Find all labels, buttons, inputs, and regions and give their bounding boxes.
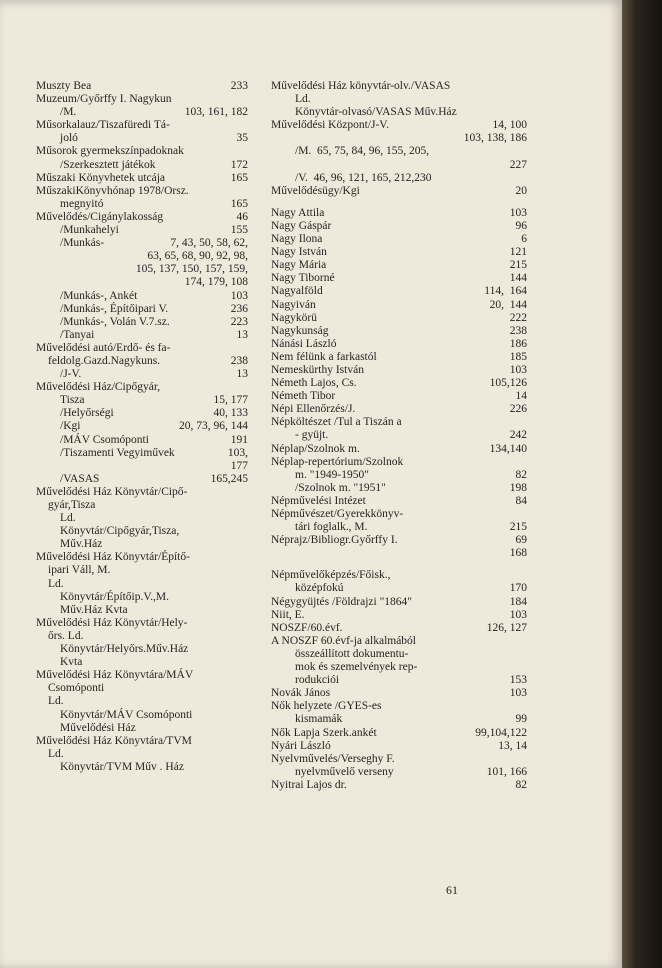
entry-term: NOSZF/60.évf. xyxy=(271,621,343,634)
index-entry xyxy=(36,368,248,381)
index-entry xyxy=(36,447,248,460)
index-entry xyxy=(271,521,527,534)
index-entry xyxy=(271,779,527,792)
entry-page-refs: 238 xyxy=(230,354,248,367)
entry-term: Novák János xyxy=(271,687,331,700)
index-entry xyxy=(36,172,248,185)
index-entry xyxy=(271,132,527,145)
entry-term: Ld. xyxy=(48,747,64,760)
index-entry xyxy=(271,285,527,298)
entry-page-refs: 185 xyxy=(509,350,527,363)
entry-page-refs: 20 xyxy=(515,184,527,197)
entry-page-refs: 227 xyxy=(509,158,527,171)
index-entry xyxy=(271,700,527,713)
index-entry xyxy=(271,495,527,508)
entry-term: Muzeum/Győrffy I. Nagykun xyxy=(36,93,172,106)
entry-page-refs: 191 xyxy=(230,433,248,446)
entry-page-refs: 170 xyxy=(509,582,527,595)
index-entry xyxy=(271,582,527,595)
entry-page-refs: 153 xyxy=(509,674,527,687)
entry-term: rodukciói xyxy=(295,674,340,687)
entry-page-refs: 96 xyxy=(515,219,527,232)
entry-term: MűszakiKönyvhónap 1978/Orsz. xyxy=(36,184,189,197)
index-entry xyxy=(36,211,248,224)
index-entry xyxy=(36,250,248,263)
entry-page-refs: 177 xyxy=(230,459,248,472)
index-entry xyxy=(271,622,527,635)
entry-term: Nők Lapja Szerk.ankét xyxy=(271,726,377,739)
entry-term: Művelődési Ház Könyvtára/TVM xyxy=(36,734,192,747)
entry-page-refs: 114, 164 xyxy=(484,285,527,298)
entry-term: Németh Lajos, Cs. xyxy=(271,377,357,390)
index-entry xyxy=(36,132,248,145)
entry-term: Németh Tibor xyxy=(271,390,336,403)
index-entry xyxy=(271,220,527,233)
index-entry xyxy=(36,564,248,577)
index-entry xyxy=(36,709,248,722)
index-entry xyxy=(271,207,527,220)
index-entry xyxy=(271,259,527,272)
entry-term: Művelődési Ház Könyvtár/Hely- xyxy=(36,616,188,629)
index-entry xyxy=(271,727,527,740)
index-entry xyxy=(36,499,248,512)
entry-term: Nagy Mária xyxy=(271,259,327,272)
entry-page-refs: 103 xyxy=(230,289,248,302)
index-entry xyxy=(271,325,527,338)
entry-gap xyxy=(271,560,527,569)
book-spine-shadow xyxy=(622,0,662,968)
index-entry xyxy=(271,312,527,325)
entry-term: Tisza xyxy=(60,394,85,407)
entry-page-refs: 238 xyxy=(509,324,527,337)
index-entry xyxy=(36,656,248,669)
index-entry xyxy=(271,246,527,259)
entry-page-refs: 13, 14 xyxy=(498,739,527,752)
entry-term: Művelődési autó/Erdő- és fa- xyxy=(36,341,171,354)
index-entry xyxy=(271,648,527,661)
entry-page-refs: 35 xyxy=(236,132,248,145)
index-entry xyxy=(36,381,248,394)
entry-term: m. "1949-1950" xyxy=(295,468,369,481)
entry-page-refs: 126, 127 xyxy=(486,621,527,634)
index-entry xyxy=(36,630,248,643)
entry-term: /Munkás-, Ankét xyxy=(60,289,138,302)
entry-page-refs: 103 xyxy=(509,363,527,376)
entry-page-refs: 186 xyxy=(509,337,527,350)
entry-page-refs: 6 xyxy=(521,233,527,246)
entry-page-refs: 14 xyxy=(515,390,527,403)
entry-term: Nyári László xyxy=(271,739,331,752)
entry-term: Műsorok gyermekszínpadoknak xyxy=(36,145,184,158)
entry-term: Ld. xyxy=(60,512,76,525)
entry-term: Műv.Ház Kvta xyxy=(60,603,128,616)
index-entry xyxy=(36,538,248,551)
entry-term: Nagy Gáspár xyxy=(271,219,332,232)
entry-page-refs: 20, 73, 96, 144 xyxy=(179,420,248,433)
entry-page-refs: 198 xyxy=(509,481,527,494)
entry-term: tári foglalk., M. xyxy=(295,521,368,534)
index-entry xyxy=(271,609,527,622)
entry-term: /Tiszamenti Vegyiművek xyxy=(60,446,175,459)
entry-term: Ld. xyxy=(295,93,311,106)
index-entry xyxy=(271,119,527,132)
index-entry xyxy=(36,420,248,433)
entry-page-refs: 103 xyxy=(509,206,527,219)
entry-page-refs: 121 xyxy=(509,246,527,259)
index-entry xyxy=(271,456,527,469)
entry-term: Művelődési Ház könyvtár-olv./VASAS xyxy=(271,80,451,92)
entry-page-refs: 15, 177 xyxy=(213,394,248,407)
index-entry xyxy=(36,682,248,695)
entry-page-refs: 7, 43, 50, 58, 62, xyxy=(170,237,248,250)
index-entry xyxy=(36,342,248,355)
index-entry xyxy=(271,299,527,312)
index-entry xyxy=(36,748,248,761)
entry-term: Néplap/Szolnok m. xyxy=(271,442,360,455)
entry-page-refs: 14, 100 xyxy=(492,119,527,132)
index-entry xyxy=(36,669,248,682)
index-entry xyxy=(271,416,527,429)
index-entry xyxy=(271,482,527,495)
entry-term: /Kgi xyxy=(60,420,81,433)
index-entry xyxy=(36,93,248,106)
index-entry xyxy=(271,674,527,687)
page-number: 61 xyxy=(446,883,458,897)
index-entry xyxy=(36,224,248,237)
index-entry xyxy=(271,635,527,648)
entry-term: Könyvtár/Cipőgyár,Tisza, xyxy=(60,525,180,538)
index-entry xyxy=(271,687,527,700)
entry-term: Műsorkalauz/Tiszafüredi Tá- xyxy=(36,119,170,132)
entry-page-refs: 82 xyxy=(515,778,527,791)
index-entry xyxy=(271,145,527,158)
entry-term: Művelődés/Cigánylakosság xyxy=(36,210,164,223)
entry-page-refs: 134,140 xyxy=(489,442,527,455)
entry-page-refs: 174, 179, 108 xyxy=(184,276,248,289)
entry-page-refs: 144 xyxy=(509,272,527,285)
index-entry xyxy=(271,377,527,390)
entry-page-refs: 168 xyxy=(509,547,527,560)
entry-term: Ld. xyxy=(48,577,64,590)
entry-term: Ld. xyxy=(48,695,64,708)
index-entry xyxy=(271,534,527,547)
index-entry xyxy=(36,551,248,564)
index-entry xyxy=(36,80,248,93)
index-entry xyxy=(36,761,248,774)
index-entry xyxy=(36,591,248,604)
entry-page-refs: 103 xyxy=(509,687,527,700)
index-entry xyxy=(271,508,527,521)
index-entry xyxy=(271,429,527,442)
index-entry xyxy=(271,469,527,482)
index-entry xyxy=(36,145,248,158)
index-entry xyxy=(36,198,248,211)
entry-term: gyár,Tisza xyxy=(48,499,96,511)
entry-term: Csomóponti xyxy=(48,682,105,695)
entry-term: Nagy Ilona xyxy=(271,233,323,246)
entry-term: Népművelési Intézet xyxy=(271,494,366,507)
entry-term: Művelődésügy/Kgi xyxy=(271,184,360,197)
entry-term: /Tanyai xyxy=(60,328,95,341)
index-entry xyxy=(271,93,527,106)
entry-page-refs: 226 xyxy=(509,403,527,416)
entry-term: Nyelvművelés/Verseghy F. xyxy=(271,752,395,765)
entry-term: Műv.Ház xyxy=(60,538,103,551)
entry-term: Népi Ellenőrzés/J. xyxy=(271,403,356,416)
entry-term: /Munkahelyi xyxy=(60,224,119,237)
index-entry xyxy=(36,276,248,289)
entry-page-refs: 222 xyxy=(509,311,527,324)
entry-term: /Munkás- xyxy=(60,237,105,250)
entry-term: őrs. Ld. xyxy=(48,629,84,642)
entry-page-refs: 215 xyxy=(509,259,527,272)
index-entry xyxy=(271,661,527,674)
entry-term: Négygyüjtés /Földrajzi "1864" xyxy=(271,595,412,608)
entry-page-refs: 101, 166 xyxy=(486,765,527,778)
entry-term: Könyvtár/Építőip.V.,M. xyxy=(60,590,170,603)
entry-term: középfokú xyxy=(295,582,344,595)
index-entry xyxy=(36,316,248,329)
entry-page-refs: 40, 133 xyxy=(213,407,248,420)
index-column-left xyxy=(36,80,248,774)
entry-term: Néplap-repertórium/Szolnok xyxy=(271,455,404,468)
index-entry xyxy=(271,443,527,456)
entry-page-refs: 103, 138, 186 xyxy=(463,132,527,145)
entry-term: Nagy Attila xyxy=(271,206,325,219)
index-entry xyxy=(271,172,527,185)
entry-term: Művelődési Központ/J-V. xyxy=(271,119,389,132)
entry-term: Könyvtár/TVM Műv . Ház xyxy=(60,760,184,773)
entry-term: Könyvtár/MÁV Csomóponti xyxy=(60,708,193,721)
entry-page-refs: 46 xyxy=(236,210,248,223)
entry-term: Művelődési Ház Könyvtár/Cipő- xyxy=(36,485,188,498)
index-entry xyxy=(36,735,248,748)
index-entry xyxy=(271,272,527,285)
entry-page-refs: 184 xyxy=(509,595,527,608)
index-entry xyxy=(271,185,527,198)
entry-term: Könyvtár-olvasó/VASAS Műv.Ház xyxy=(295,106,457,119)
entry-page-refs: 233 xyxy=(230,80,248,92)
index-entry xyxy=(271,740,527,753)
index-entry xyxy=(271,351,527,364)
entry-term: Művelődési Ház Könyvtár/Építő- xyxy=(36,551,190,564)
index-entry xyxy=(36,604,248,617)
index-entry xyxy=(271,547,527,560)
entry-term: /V. 46, 96, 121, 165, 212,230 xyxy=(295,171,432,184)
entry-term: /J-V. xyxy=(60,368,82,381)
index-entry xyxy=(36,329,248,342)
entry-page-refs: 242 xyxy=(509,429,527,442)
index-entry xyxy=(36,460,248,473)
index-entry xyxy=(36,263,248,276)
index-entry xyxy=(36,578,248,591)
entry-page-refs: 105,126 xyxy=(489,377,527,390)
index-entry xyxy=(271,106,527,119)
entry-page-refs: 223 xyxy=(230,315,248,328)
index-entry xyxy=(271,569,527,582)
entry-gap xyxy=(271,198,527,207)
index-entry xyxy=(36,290,248,303)
index-entry xyxy=(271,338,527,351)
entry-term: ipari Váll, M. xyxy=(48,564,111,577)
entry-page-refs: 103 xyxy=(509,608,527,621)
entry-term: Niit, E. xyxy=(271,608,305,621)
entry-term: Nánási László xyxy=(271,337,337,350)
index-entry xyxy=(271,390,527,403)
entry-term: összeállított dokumentu- xyxy=(295,647,409,660)
index-entry xyxy=(271,596,527,609)
entry-term: /VASAS xyxy=(60,472,100,485)
entry-page-refs: 20, 144 xyxy=(489,298,527,311)
entry-term: Muszty Bea xyxy=(36,80,92,92)
entry-page-refs: 99,104,122 xyxy=(475,726,527,739)
index-entry xyxy=(36,512,248,525)
entry-term: feldolg.Gazd.Nagykuns. xyxy=(48,354,161,367)
entry-term: A NOSZF 60.évf-ja alkalmából xyxy=(271,634,417,647)
entry-term: Műszaki Könyvhetek utcája xyxy=(36,171,166,184)
entry-page-refs: 103, xyxy=(227,446,248,459)
entry-page-refs: 155 xyxy=(230,224,248,237)
entry-page-refs: 13 xyxy=(236,368,248,381)
entry-term: Nagy István xyxy=(271,246,327,259)
entry-term: Népművelőképzés/Főisk., xyxy=(271,569,391,582)
index-entry xyxy=(36,355,248,368)
entry-term: /Munkás-, Volán V.7.sz. xyxy=(60,315,170,328)
index-entry xyxy=(36,303,248,316)
entry-page-refs: 84 xyxy=(515,494,527,507)
entry-term: kismamák xyxy=(295,713,343,726)
index-entry xyxy=(271,364,527,377)
index-entry xyxy=(271,403,527,416)
index-entry xyxy=(36,407,248,420)
index-entry xyxy=(36,722,248,735)
index-entry xyxy=(36,473,248,486)
index-entry xyxy=(36,159,248,172)
index-column-right xyxy=(271,80,527,792)
index-entry xyxy=(36,106,248,119)
entry-page-refs: 103, 161, 182 xyxy=(184,106,248,119)
index-entry xyxy=(36,394,248,407)
index-entry xyxy=(36,486,248,499)
entry-term: /Munkás-, Építőipari V. xyxy=(60,302,169,315)
entry-term: Nyitrai Lajos dr. xyxy=(271,778,347,791)
entry-term: Nagykunság xyxy=(271,324,329,337)
entry-page-refs: 172 xyxy=(230,158,248,171)
entry-term: /MÁV Csomóponti xyxy=(60,433,149,446)
entry-term: Nagyiván xyxy=(271,298,316,311)
entry-term: nyelvművelő verseny xyxy=(295,765,394,778)
index-entry xyxy=(36,434,248,447)
entry-page-refs: 69 xyxy=(515,534,527,547)
entry-term: Néprajz/Bibliogr.Győrffy I. xyxy=(271,534,398,547)
entry-term: Nem félünk a farkastól xyxy=(271,350,377,363)
index-entry xyxy=(36,119,248,132)
entry-term: megnyitó xyxy=(60,197,104,210)
entry-term: Könyvtár/Helyőrs.Műv.Ház xyxy=(60,643,189,656)
entry-term: Művelődési Ház xyxy=(60,721,136,734)
entry-term: Művelődési Ház/Cipőgyár, xyxy=(36,381,161,394)
entry-term: /M. 65, 75, 84, 96, 155, 205, xyxy=(295,145,430,158)
entry-term: /Szerkesztett játékok xyxy=(60,158,156,171)
entry-term: Nők helyzete /GYES-es xyxy=(271,700,382,713)
entry-page-refs: 236 xyxy=(230,302,248,315)
entry-term: joló xyxy=(60,132,78,145)
entry-term: Kvta xyxy=(60,656,83,669)
entry-page-refs: 82 xyxy=(515,468,527,481)
entry-term: - gyüjt. xyxy=(295,429,329,442)
entry-page-refs: 165 xyxy=(230,197,248,210)
entry-page-refs: 165,245 xyxy=(210,472,248,485)
entry-page-refs: 63, 65, 68, 90, 92, 98, xyxy=(147,250,248,263)
entry-page-refs: 105, 137, 150, 157, 159, xyxy=(135,263,248,276)
index-entry xyxy=(36,237,248,250)
entry-page-refs: 99 xyxy=(515,713,527,726)
entry-term: Nemeskürthy István xyxy=(271,363,364,376)
index-entry xyxy=(36,695,248,708)
index-entry xyxy=(36,643,248,656)
entry-page-refs: 215 xyxy=(509,521,527,534)
index-entry xyxy=(271,753,527,766)
index-entry xyxy=(271,713,527,726)
entry-term: mok és szemelvények rep- xyxy=(295,661,418,674)
entry-page-refs: 165 xyxy=(230,171,248,184)
entry-term: /Szolnok m. "1951" xyxy=(295,481,386,494)
entry-term: Művelődési Ház Könyvtára/MÁV xyxy=(36,669,194,682)
index-entry xyxy=(271,159,527,172)
index-entry xyxy=(36,185,248,198)
index-entry xyxy=(271,233,527,246)
entry-term: Népköltészet /Tul a Tiszán a xyxy=(271,416,402,429)
index-entry xyxy=(36,617,248,630)
entry-term: Nagy Tiborné xyxy=(271,272,335,285)
entry-term: Népművészet/Gyerekkönyv- xyxy=(271,508,404,520)
entry-term: Nagykörü xyxy=(271,311,317,324)
index-entry xyxy=(271,766,527,779)
index-entry xyxy=(36,525,248,538)
entry-term: Nagyalföld xyxy=(271,285,323,298)
index-entry xyxy=(271,80,527,93)
entry-term: /M. xyxy=(60,106,77,119)
entry-page-refs: 13 xyxy=(236,328,248,341)
entry-term: /Helyőrségi xyxy=(60,407,114,420)
